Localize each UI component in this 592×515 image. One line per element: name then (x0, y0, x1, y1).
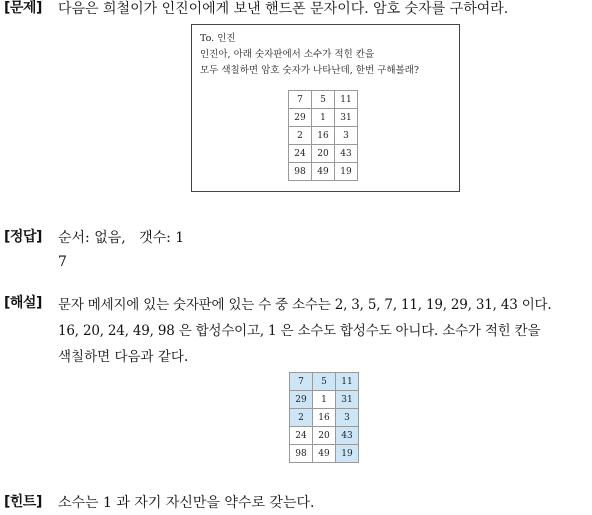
grid-cell: 19 (335, 163, 358, 181)
prime-cell: 11 (336, 373, 359, 391)
prime-cell: 43 (336, 427, 359, 445)
problem-text: 다음은 희철이가 인진이에게 보낸 핸드폰 문자이다. 암호 숫자를 구하여라. (58, 1, 509, 17)
prime-cell: 19 (336, 445, 359, 463)
grid-cell: 5 (312, 91, 335, 109)
grid-row (290, 391, 359, 409)
grid-row (289, 163, 358, 181)
grid-cell: 20 (313, 427, 336, 445)
message-line-2: 인진아, 아래 숫자판에서 소수가 적힌 칸을 (200, 49, 375, 60)
message-line-3: 모두 색칠하면 암호 숫자가 나타난데, 한번 구해볼래? (200, 65, 419, 76)
grid-cell: 98 (290, 445, 313, 463)
answer-section (4, 226, 588, 274)
grid-cell: 7 (289, 91, 312, 109)
prime-cell: 5 (313, 373, 336, 391)
grid-cell: 49 (312, 163, 335, 181)
problem-section (4, 0, 588, 21)
answer-line-1: 순서: 없음, 갯수: 1 (58, 230, 185, 246)
grid-row (290, 373, 359, 391)
message-line-1: To. 인진 (200, 33, 236, 44)
prime-cell: 3 (336, 409, 359, 427)
explanation-line-2: 16, 20, 24, 49, 98 은 합성수이고, 1 은 소수도 합성수도 아니다. 소수가 적힌 칸을 (58, 323, 541, 339)
explanation-line-1: 문자 메세지에 있는 숫자판에 있는 수 중 소수는 2, 3, 5, 7, 11, 19, 29, 31, 43 이다. (58, 297, 552, 313)
grid-cell: 11 (335, 91, 358, 109)
grid-cell: 49 (313, 445, 336, 463)
grid-row (289, 91, 358, 109)
answer-label: [정답] (4, 229, 42, 245)
grid-cell: 1 (312, 109, 335, 127)
prime-cell: 29 (290, 391, 313, 409)
grid-row (289, 127, 358, 145)
text-message-box (191, 24, 460, 192)
grid-row (289, 145, 358, 163)
explanation-section (4, 292, 588, 370)
grid-cell: 16 (312, 127, 335, 145)
hint-section (4, 491, 588, 515)
prime-cell: 2 (290, 409, 313, 427)
grid-cell: 20 (312, 145, 335, 163)
grid-row (290, 445, 359, 463)
grid-cell: 43 (335, 145, 358, 163)
colored-number-grid (289, 372, 359, 463)
grid-cell: 3 (335, 127, 358, 145)
hint-label: [힌트] (4, 494, 42, 510)
grid-row (290, 409, 359, 427)
grid-cell: 24 (289, 145, 312, 163)
grid-row (289, 109, 358, 127)
grid-cell: 29 (289, 109, 312, 127)
prime-cell: 7 (290, 373, 313, 391)
grid-cell: 98 (289, 163, 312, 181)
number-grid (288, 90, 358, 181)
grid-cell: 31 (335, 109, 358, 127)
hint-text: 소수는 1 과 자기 자신만을 약수로 갖는다. (58, 495, 315, 511)
prime-cell: 31 (336, 391, 359, 409)
grid-cell: 1 (313, 391, 336, 409)
explanation-label: [해설] (4, 295, 42, 311)
explanation-line-3: 색칠하면 다음과 같다. (58, 349, 189, 365)
problem-label: [문제] (4, 0, 42, 16)
grid-cell: 2 (289, 127, 312, 145)
grid-cell: 16 (313, 409, 336, 427)
grid-row (290, 427, 359, 445)
answer-line-2: 7 (58, 254, 67, 270)
grid-cell: 24 (290, 427, 313, 445)
